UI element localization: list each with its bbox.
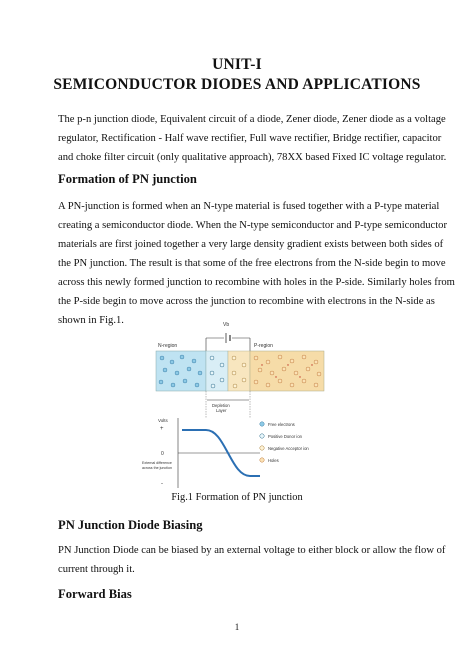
minus-label: - <box>161 481 163 487</box>
paragraph-line: shown in Fig.1. <box>58 315 124 326</box>
intro-line: regulator, Rectification - Half wave rectifier, Full wave rectifier, Bridge rectifier, capacitor <box>58 133 442 144</box>
figure-legend <box>260 422 310 463</box>
layer-label: Layer <box>216 408 227 413</box>
paragraph-line: across this newly formed junction to recombine with holes in the P-side. Similarly holes from <box>58 277 455 288</box>
paragraph-line: the P-side begin to move across the junction to recombine with electrons in the N-side as <box>58 296 435 307</box>
legend-positive-ion-icon <box>260 434 264 438</box>
legend-item: Free electrons <box>268 422 295 427</box>
p-region-label: P-region <box>254 343 273 349</box>
legend-item: Positive Donor ion <box>268 434 302 439</box>
intro-line: and choke filter circuit (only qualitative approach), 78XX based Fixed IC voltage regulator. <box>58 152 447 163</box>
paragraph-line: the PN junction. The result is that some of the free electrons from the N-side begin to move <box>58 258 446 269</box>
formation-paragraph <box>58 197 455 330</box>
paragraph-line: A PN-junction is formed when an N-type material is fused together with a P-type material <box>58 201 440 212</box>
figure-caption: Fig.1 Formation of PN junction <box>171 492 303 503</box>
biasing-paragraph <box>58 541 446 579</box>
volts-label: Volts <box>158 418 168 423</box>
intro-line: The p-n junction diode, Equivalent circuit of a diode, Zener diode, Zener diode as a voltage <box>58 114 446 125</box>
external-difference-label: External difference <box>142 461 172 465</box>
plus-label: + <box>160 426 164 432</box>
section-heading-forward-bias: Forward Bias <box>58 587 132 601</box>
paragraph-line: PN Junction Diode can be biased by an external voltage to either block or allow the flow of <box>58 545 446 556</box>
legend-hole-icon <box>260 458 264 462</box>
paragraph-line: materials are first joined together a very large density gradient exists between both sides of <box>58 239 444 250</box>
unit-heading: UNIT-I <box>212 56 262 73</box>
legend-item: Negative Acceptor ion <box>268 446 309 451</box>
n-region-label: N-region <box>158 343 178 349</box>
section-heading-biasing: PN Junction Diode Biasing <box>58 518 203 532</box>
paragraph-line: current through it. <box>58 564 135 575</box>
section-heading-formation: Formation of PN junction <box>58 172 197 186</box>
legend-item: Holes <box>268 458 279 463</box>
vb-label: Vb <box>223 322 230 328</box>
pn-junction-diagram <box>142 318 330 494</box>
page-title: SEMICONDUCTOR DIODES AND APPLICATIONS <box>53 76 421 93</box>
depletion-n-side <box>206 351 228 391</box>
depletion-label: Depletion <box>212 403 230 408</box>
across-junction-label: across the junction <box>142 466 172 470</box>
page-number: 1 <box>234 622 240 632</box>
depletion-p-side <box>228 351 250 391</box>
pn-junction-figure <box>142 318 330 494</box>
zero-label: 0 <box>161 451 164 457</box>
legend-free-electron-icon <box>260 422 264 426</box>
intro-paragraph <box>58 110 447 167</box>
legend-negative-ion-icon <box>260 446 264 450</box>
paragraph-line: creating a semiconductor diode. When the N-type semiconductor and P-type semiconductor <box>58 220 448 231</box>
